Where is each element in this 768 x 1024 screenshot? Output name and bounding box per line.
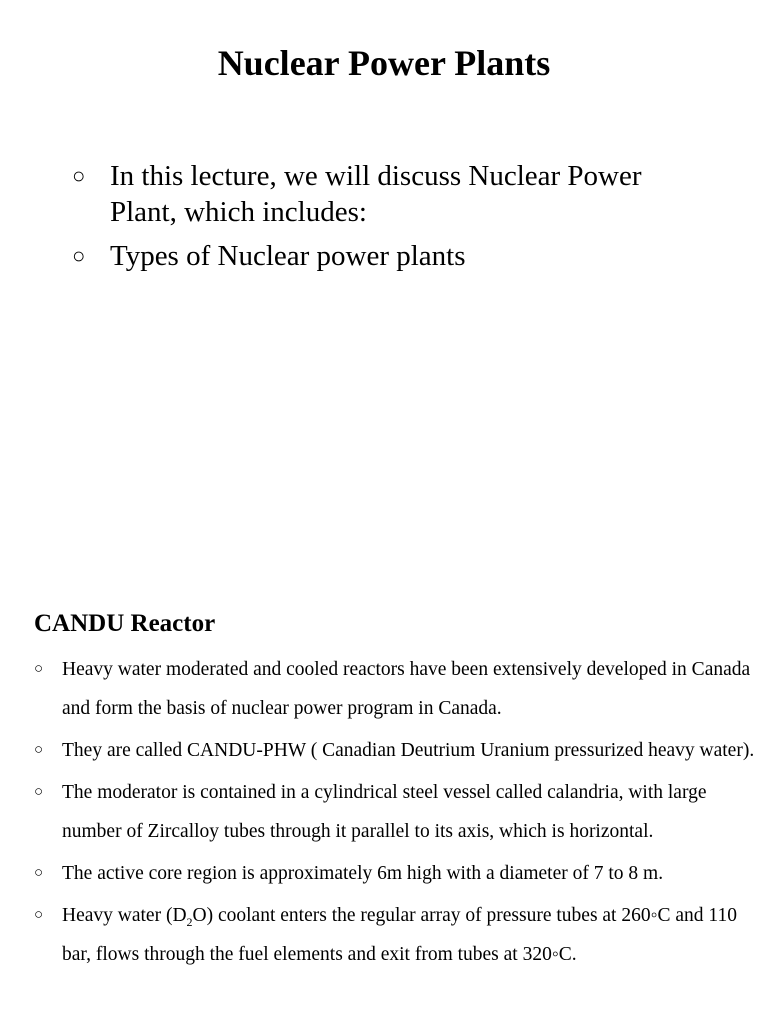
- list-item-text: [62, 896, 764, 974]
- bullet-marker: ○: [34, 661, 44, 677]
- intro-bullet-text: Types of Nuclear power plants: [110, 240, 466, 272]
- list-item: [34, 896, 764, 974]
- section-heading: CANDU Reactor: [34, 610, 216, 637]
- intro-bullet-text: In this lecture, we will discuss Nuclear Power Plant, which includes:: [110, 160, 642, 228]
- bullet-marker: ○: [34, 784, 44, 800]
- list-item: [34, 650, 764, 728]
- bullet-marker: ○: [72, 163, 86, 188]
- list-item-text: Heavy water moderated and cooled reactors have been extensively developed in Canada and form the basis of nuclear power program in Canada.: [62, 659, 751, 719]
- bullet-marker: ○: [34, 865, 44, 881]
- list-item: [34, 854, 764, 893]
- intro-bullet-1: [72, 158, 712, 230]
- list-item: [34, 773, 764, 851]
- list-item-text: The active core region is approximately 6m high with a diameter of 7 to 8 m.: [62, 863, 664, 884]
- bullet-marker: ○: [34, 742, 44, 758]
- list-item-text: The moderator is contained in a cylindrical steel vessel called calandria, with large number of Zircalloy tubes through it parallel to its axis, which is horizontal.: [62, 782, 707, 842]
- list-item-text: They are called CANDU-PHW ( Canadian Deutrium Uranium pressurized heavy water).: [62, 740, 755, 761]
- subscript: 2: [186, 914, 193, 929]
- intro-bullet-2: [72, 238, 712, 274]
- slide-title: Nuclear Power Plants: [217, 43, 551, 83]
- text-part: O) coolant enters the regular array of pressure tubes at 260◦C and 110 bar, flows through the fuel elements and exit from tubes at 320◦C.: [62, 905, 737, 965]
- body-list: [34, 650, 764, 977]
- bullet-marker: ○: [34, 907, 44, 923]
- text-part: Heavy water (D: [62, 905, 187, 926]
- bullet-marker: ○: [72, 243, 86, 268]
- list-item: [34, 731, 764, 770]
